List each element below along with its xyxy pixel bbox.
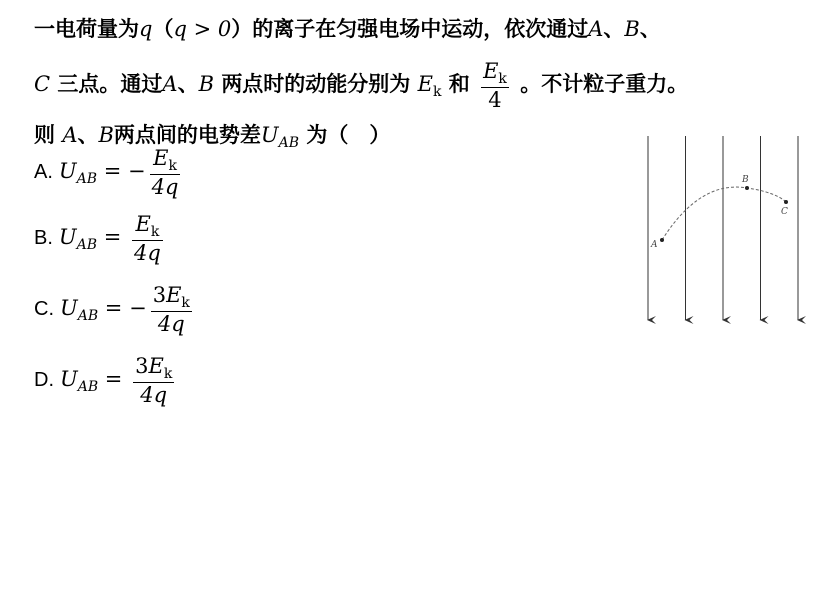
option-fraction: $\frac{E_k}{4q}$ xyxy=(134,212,161,266)
option-label: C. xyxy=(34,298,54,321)
option-fraction: $\frac{3E_k}{4q}$ xyxy=(135,354,173,408)
option-a[interactable] xyxy=(34,146,184,199)
option-formula: $U_{AB}$ = − $\frac{3E_k}{4q}$ xyxy=(60,283,190,337)
point-a xyxy=(660,238,664,242)
label-c: C xyxy=(781,207,788,217)
fraction-ek-over-4: $\frac{E_k}{4}$ xyxy=(483,58,507,113)
option-formula: $U_{AB}$ = $\frac{E_k}{4q}$ xyxy=(58,212,161,266)
point-c xyxy=(784,200,788,204)
option-formula: $U_{AB}$ = − $\frac{E_k}{4q}$ xyxy=(58,146,179,200)
option-label: B. xyxy=(34,227,53,250)
option-c[interactable] xyxy=(34,283,196,336)
question-line-2: C 三点。通过A、B 两点时的动能分别为 $E_k$ 和 $\frac{E_k}{4}$ 。不计粒子重力。 xyxy=(34,58,689,113)
label-a: A xyxy=(651,240,658,250)
field-lines xyxy=(648,136,798,320)
option-label: D. xyxy=(34,369,54,392)
question-line-3: 则 A、B两点间的电势差$U_{AB}$ 为（ ） xyxy=(34,122,391,152)
option-formula: $U_{AB}$ = $\frac{3E_k}{4q}$ xyxy=(60,354,173,408)
question-line-1: 一电荷量为q（q > 0）的离子在匀强电场中运动，依次通过A、B、 xyxy=(34,16,661,41)
option-fraction: $\frac{3E_k}{4q}$ xyxy=(152,283,190,337)
label-b: B xyxy=(742,175,749,185)
option-d[interactable] xyxy=(34,354,178,407)
option-b[interactable] xyxy=(34,212,167,265)
option-fraction: $\frac{E_k}{4q}$ xyxy=(151,146,179,200)
field-diagram xyxy=(630,130,815,325)
trajectory-curve xyxy=(662,187,786,240)
point-b xyxy=(745,186,749,190)
option-label: A. xyxy=(34,161,53,184)
